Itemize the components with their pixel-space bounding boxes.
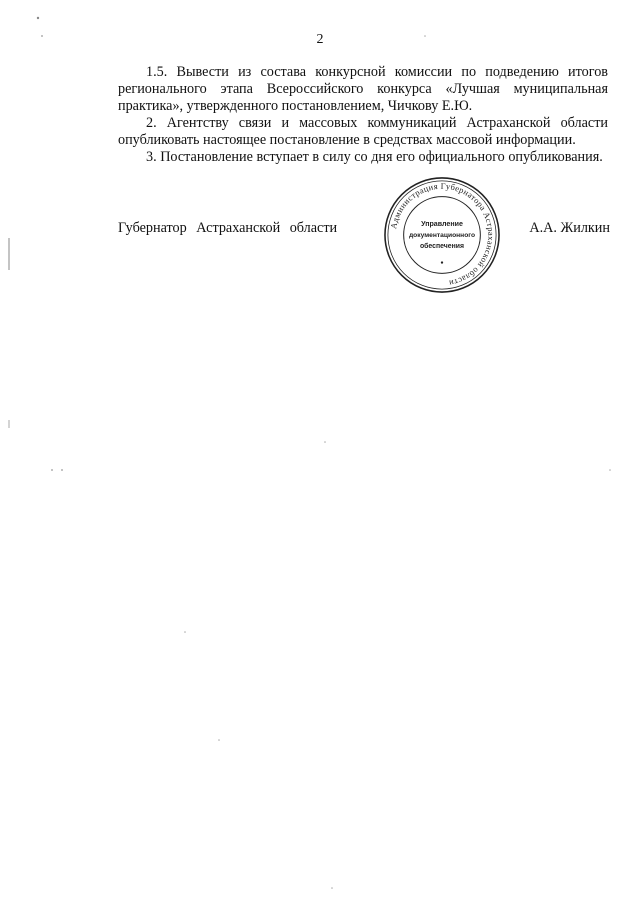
paragraph-3: 3. Постановление вступает в силу со дня его официального опубликования. (146, 149, 603, 165)
paragraph-2: 2. Агентству связи и массовых коммуникаций Астраханской области опубликовать настоящее постановление в средствах массовой информации. (118, 115, 608, 148)
signature-block (118, 220, 610, 240)
official-seal (383, 176, 501, 294)
document-body (118, 64, 608, 166)
paragraph-1-5: 1.5. Вывести из состава конкурсной комиссии по подведению итогов регионального этапа Всероссийского конкурса «Лучшая муниципальная практика», утвержденного постановлением, Чичкову Е.Ю. (118, 64, 608, 114)
signatory-name: А.А. Жилкин (529, 220, 610, 236)
signatory-title: Губернатор Астраханской области (118, 220, 338, 236)
page-number: 2 (316, 32, 324, 47)
seal-outer-text: Администрация Губернатора Астраханской области (388, 180, 497, 289)
seal-center-line-2: документационного (408, 231, 476, 239)
seal-center-line-1: Управление (421, 220, 463, 229)
seal-center-line-3: обеспечения (419, 242, 465, 250)
